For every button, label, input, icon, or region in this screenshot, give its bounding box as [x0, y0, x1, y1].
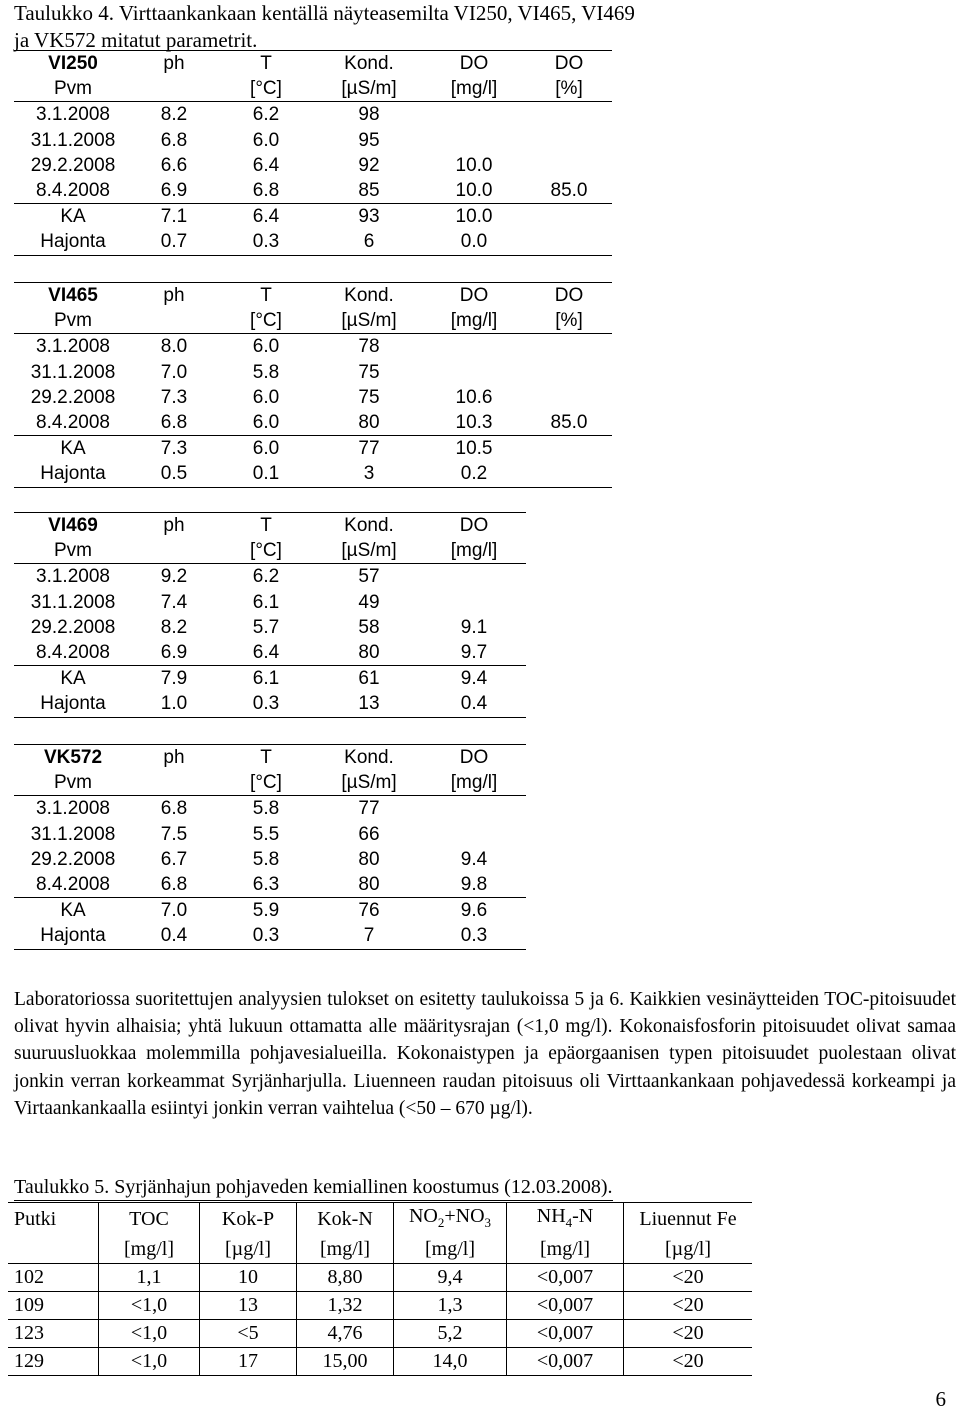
table5-unit: [mg/l] — [394, 1236, 507, 1264]
column-unit: [°C] — [216, 308, 316, 334]
ka-value: 9.6 — [422, 898, 526, 924]
hajonta-value: 0.2 — [422, 461, 526, 487]
column-header: ph — [132, 745, 216, 771]
hajonta-value: 3 — [316, 461, 422, 487]
site-name: VK572 — [14, 745, 132, 771]
table5-cell: 129 — [8, 1348, 99, 1376]
date-cell: 31.1.2008 — [30, 823, 116, 845]
table5-header-no2-no3: $NO_2+NO_3$ — [394, 1203, 507, 1237]
column-header: ph — [132, 513, 216, 539]
value-cell: 8.2 — [160, 104, 188, 126]
value-cell — [422, 590, 526, 615]
column-header: Kond. — [316, 513, 422, 539]
value-cell: 95 — [358, 129, 380, 151]
value-cell: 5.8 — [252, 848, 280, 870]
ka-value: 7.3 — [132, 436, 216, 462]
value-cell: 6.4 — [252, 642, 280, 664]
hajonta-value: 0.3 — [422, 923, 526, 949]
column-unit: [µS/m] — [316, 76, 422, 102]
date-cell: 3.1.2008 — [36, 336, 110, 358]
table5-cell: <20 — [624, 1348, 753, 1376]
table5-cell: <20 — [624, 1320, 753, 1348]
table5-cell: <0,007 — [507, 1292, 624, 1320]
value-cell: 85.0 — [550, 412, 588, 434]
date-header: Pvm — [14, 308, 132, 334]
table5-header: Liuennut Fe — [624, 1203, 753, 1237]
ka-value: 10.5 — [422, 436, 526, 462]
hajonta-value: 0.5 — [132, 461, 216, 487]
table5-cell: 1,3 — [394, 1292, 507, 1320]
value-cell: 6.8 — [160, 798, 188, 820]
table5-cell: 10 — [200, 1264, 297, 1292]
value-cell: 6.0 — [252, 412, 280, 434]
value-cell — [526, 153, 612, 178]
hajonta-value: 0.4 — [422, 691, 526, 717]
date-cell: 8.4.2008 — [36, 874, 110, 896]
table5-header-row — [8, 1203, 752, 1237]
table-row — [14, 102, 612, 128]
value-cell: 6.0 — [252, 336, 280, 358]
column-header: DO — [526, 51, 612, 77]
date-cell: 29.2.2008 — [30, 616, 116, 638]
table-row — [14, 666, 526, 692]
table5-unit: [mg/l] — [507, 1236, 624, 1264]
column-header: Kond. — [316, 745, 422, 771]
table-row — [8, 1292, 752, 1320]
value-cell: 10.6 — [455, 386, 493, 408]
value-cell: 7.4 — [160, 591, 188, 613]
column-unit: [mg/l] — [422, 308, 526, 334]
value-cell: 6.0 — [252, 129, 280, 151]
value-cell: 6.7 — [160, 848, 188, 870]
column-unit — [132, 538, 216, 564]
table-row — [8, 1264, 752, 1292]
table5-cell: 15,00 — [297, 1348, 394, 1376]
table5 — [8, 1202, 752, 1376]
table-row — [14, 153, 612, 178]
date-cell: 29.2.2008 — [30, 154, 116, 176]
table5-cell: 14,0 — [394, 1348, 507, 1376]
date-header: Pvm — [14, 76, 132, 102]
date-cell: 8.4.2008 — [36, 180, 110, 202]
value-cell — [422, 822, 526, 847]
table5-unit: [mg/l] — [297, 1236, 394, 1264]
table-row — [14, 640, 526, 666]
value-cell — [422, 360, 526, 385]
hajonta-value: 0.3 — [216, 691, 316, 717]
value-cell: 6.6 — [160, 154, 188, 176]
table5-cell: 9,4 — [394, 1264, 507, 1292]
table-row — [14, 564, 526, 590]
ka-value: 7.0 — [132, 898, 216, 924]
table-row — [14, 128, 612, 153]
date-cell: 31.1.2008 — [30, 361, 116, 383]
date-cell: 8.4.2008 — [36, 412, 110, 434]
table5-unit: [µg/l] — [200, 1236, 297, 1264]
value-cell — [422, 128, 526, 153]
date-cell: 3.1.2008 — [36, 104, 110, 126]
table5-cell: 1,1 — [99, 1264, 200, 1292]
table-row — [8, 1348, 752, 1376]
ka-value: 6.1 — [216, 666, 316, 692]
value-cell: 7.5 — [160, 823, 188, 845]
hajonta-value: 13 — [316, 691, 422, 717]
column-header: T — [216, 283, 316, 309]
hajonta-label: Hajonta — [14, 461, 132, 487]
site-name: VI250 — [14, 51, 132, 77]
ka-value: 6.0 — [216, 436, 316, 462]
hajonta-value: 0.1 — [216, 461, 316, 487]
value-cell: 80 — [358, 874, 380, 896]
value-cell: 6.2 — [252, 104, 280, 126]
column-header: DO — [422, 745, 526, 771]
value-cell: 9.2 — [160, 566, 188, 588]
column-unit: [°C] — [216, 76, 316, 102]
table-row — [14, 898, 526, 924]
ka-label: KA — [14, 666, 132, 692]
value-cell: 80 — [358, 642, 380, 664]
table-row — [14, 308, 612, 334]
value-cell: 5.7 — [252, 616, 280, 638]
table5-cell: 4,76 — [297, 1320, 394, 1348]
table5-cell: <0,007 — [507, 1264, 624, 1292]
value-cell — [526, 385, 612, 410]
value-cell: 6.9 — [160, 180, 188, 202]
value-cell: 78 — [358, 336, 380, 358]
date-cell: 8.4.2008 — [36, 642, 110, 664]
table-row — [14, 822, 526, 847]
table5-cell: <1,0 — [99, 1348, 200, 1376]
ka-value: 77 — [316, 436, 422, 462]
date-cell: 31.1.2008 — [30, 591, 116, 613]
table-row — [14, 334, 612, 360]
table5-unit-row — [8, 1236, 752, 1264]
table-row — [14, 461, 612, 487]
hajonta-value: 0.3 — [216, 229, 316, 255]
column-header: T — [216, 745, 316, 771]
value-cell: 9.4 — [460, 848, 488, 870]
value-cell: 85 — [358, 180, 380, 202]
value-cell: 80 — [358, 848, 380, 870]
table4-caption: Taulukko 4. Virttaankankaan kentällä näyteasemilta VI250, VI465, VI469 ja VK572 mitatut parametrit. — [14, 1, 635, 52]
value-cell: 9.8 — [460, 874, 488, 896]
value-cell: 8.2 — [160, 616, 188, 638]
table5-caption: Taulukko 5. Syrjänhajun pohjaveden kemiallinen koostumus (12.03.2008). — [14, 1174, 613, 1201]
value-cell — [422, 796, 526, 822]
ka-value: 61 — [316, 666, 422, 692]
column-header: Kond. — [316, 51, 422, 77]
value-cell: 6.1 — [252, 591, 280, 613]
ka-label: KA — [14, 436, 132, 462]
column-header: Kond. — [316, 283, 422, 309]
column-unit: [µS/m] — [316, 538, 422, 564]
date-cell: 3.1.2008 — [36, 798, 110, 820]
table5-header: Kok-P — [200, 1203, 297, 1237]
ka-value: 5.9 — [216, 898, 316, 924]
value-cell: 77 — [358, 798, 380, 820]
value-cell: 10.0 — [455, 154, 493, 176]
value-cell: 6.8 — [160, 874, 188, 896]
ka-value: 7.9 — [132, 666, 216, 692]
site-name: VI465 — [14, 283, 132, 309]
table5-cell: <20 — [624, 1264, 753, 1292]
table5-cell: 1,32 — [297, 1292, 394, 1320]
column-unit: [mg/l] — [422, 770, 526, 796]
column-unit — [132, 308, 216, 334]
page-number: 6 — [935, 1387, 946, 1411]
hajonta-value: 1.0 — [132, 691, 216, 717]
ka-value: 7.1 — [132, 204, 216, 230]
column-unit — [132, 770, 216, 796]
value-cell: 5.5 — [252, 823, 280, 845]
table5-cell: <0,007 — [507, 1348, 624, 1376]
table-row — [14, 410, 612, 436]
table5-cell: 102 — [8, 1264, 99, 1292]
column-unit: [%] — [526, 76, 612, 102]
table-row — [14, 283, 612, 309]
value-cell — [526, 360, 612, 385]
ka-value: 93 — [316, 204, 422, 230]
hajonta-value: 7 — [316, 923, 422, 949]
column-header: T — [216, 51, 316, 77]
table5-unit: [mg/l] — [99, 1236, 200, 1264]
ka-label: KA — [14, 898, 132, 924]
table5-cell: 13 — [200, 1292, 297, 1320]
ka-value — [526, 436, 612, 462]
table5-header: Putki — [8, 1203, 99, 1237]
hajonta-label: Hajonta — [14, 229, 132, 255]
date-header: Pvm — [14, 770, 132, 796]
site-table-vk572 — [14, 744, 526, 950]
table-row — [14, 872, 526, 898]
ka-value: 76 — [316, 898, 422, 924]
table5-cell: <1,0 — [99, 1320, 200, 1348]
table5-unit: [µg/l] — [624, 1236, 753, 1264]
site-table-vi250 — [14, 50, 612, 256]
table5-cell: <1,0 — [99, 1292, 200, 1320]
value-cell: 6.3 — [252, 874, 280, 896]
value-cell — [422, 102, 526, 128]
table-row — [8, 1320, 752, 1348]
table5-cell: 8,80 — [297, 1264, 394, 1292]
value-cell: 6.8 — [252, 180, 280, 202]
column-header: ph — [132, 283, 216, 309]
column-unit: [°C] — [216, 538, 316, 564]
table-row — [14, 590, 526, 615]
value-cell — [422, 334, 526, 360]
table-row — [14, 385, 612, 410]
date-header: Pvm — [14, 538, 132, 564]
value-cell: 75 — [358, 361, 380, 383]
value-cell: 49 — [358, 591, 380, 613]
value-cell: 6.8 — [160, 129, 188, 151]
value-cell: 5.8 — [252, 361, 280, 383]
table5-header-nh4-n: $NH_4-N$ — [507, 1203, 624, 1237]
table-row — [14, 691, 526, 717]
hajonta-value: 0.0 — [422, 229, 526, 255]
ka-value: 10.0 — [422, 204, 526, 230]
value-cell: 85.0 — [550, 180, 588, 202]
date-cell: 29.2.2008 — [30, 386, 116, 408]
column-unit: [mg/l] — [422, 538, 526, 564]
table-row — [14, 76, 612, 102]
table5-cell: 17 — [200, 1348, 297, 1376]
column-header: DO — [422, 513, 526, 539]
table-row — [14, 923, 526, 949]
value-cell: 9.7 — [460, 642, 488, 664]
value-cell: 6.2 — [252, 566, 280, 588]
hajonta-label: Hajonta — [14, 923, 132, 949]
value-cell: 98 — [358, 104, 380, 126]
value-cell: 57 — [358, 566, 380, 588]
table5-unit — [8, 1236, 99, 1264]
hajonta-label: Hajonta — [14, 691, 132, 717]
column-header: DO — [526, 283, 612, 309]
table5-cell: 109 — [8, 1292, 99, 1320]
table5-cell: 5,2 — [394, 1320, 507, 1348]
value-cell: 10.3 — [455, 412, 493, 434]
column-unit: [mg/l] — [422, 76, 526, 102]
table-row — [14, 204, 612, 230]
column-unit — [132, 76, 216, 102]
table-row — [14, 745, 526, 771]
value-cell — [526, 334, 612, 360]
value-cell: 58 — [358, 616, 380, 638]
column-header: DO — [422, 51, 526, 77]
hajonta-value: 0.7 — [132, 229, 216, 255]
table5-cell: <0,007 — [507, 1320, 624, 1348]
site-table-vi469 — [14, 512, 526, 718]
value-cell — [422, 564, 526, 590]
value-cell: 6.9 — [160, 642, 188, 664]
value-cell: 10.0 — [455, 180, 493, 202]
value-cell: 6.4 — [252, 154, 280, 176]
value-cell: 7.0 — [160, 361, 188, 383]
value-cell: 7.3 — [160, 386, 188, 408]
table-row — [14, 513, 526, 539]
ka-value: 9.4 — [422, 666, 526, 692]
table-row — [14, 847, 526, 872]
column-unit: [%] — [526, 308, 612, 334]
table-row — [14, 615, 526, 640]
table5-cell: 123 — [8, 1320, 99, 1348]
value-cell: 8.0 — [160, 336, 188, 358]
hajonta-value: 0.3 — [216, 923, 316, 949]
column-unit: [µS/m] — [316, 770, 422, 796]
site-name: VI469 — [14, 513, 132, 539]
hajonta-value: 0.4 — [132, 923, 216, 949]
results-paragraph: Laboratoriossa suoritettujen analyysien tulokset on esitetty taulukoissa 5 ja 6. Kaikkien vesinäytteiden TOC-pitoisuudet olivat hyvin alhaisia; yhtä lukuun ottamatta alle määritysrajan (<1,0 mg/l). Kokonaisfosforin pitoisuudet olivat samaa suuruusluokkaa molemmilla pohjavesialueilla. Kokonaistypen ja epäorgaanisen typen pitoisuudet puolestaan olivat jonkin verran korkeammat Syrjänharjulla. Liuenneen raudan pitoisuus oli Virttaankankaan pohjavedessä korkeampi ja Virtaankankaalla esiintyi jonkin verran vaihtelua (<50 – 670 µg/l). — [14, 989, 956, 1119]
column-unit: [°C] — [216, 770, 316, 796]
date-cell: 29.2.2008 — [30, 848, 116, 870]
value-cell: 9.1 — [460, 616, 488, 638]
hajonta-value — [526, 229, 612, 255]
column-unit: [µS/m] — [316, 308, 422, 334]
table5-cell: <20 — [624, 1292, 753, 1320]
table-row — [14, 538, 526, 564]
value-cell: 5.8 — [252, 798, 280, 820]
hajonta-value — [526, 461, 612, 487]
value-cell: 6.8 — [160, 412, 188, 434]
value-cell: 66 — [358, 823, 380, 845]
value-cell: 6.0 — [252, 386, 280, 408]
table-row — [14, 360, 612, 385]
value-cell: 80 — [358, 412, 380, 434]
table-row — [14, 796, 526, 822]
table5-cell: <5 — [200, 1320, 297, 1348]
table-row — [14, 51, 612, 77]
value-cell — [526, 128, 612, 153]
value-cell: 75 — [358, 386, 380, 408]
ka-value — [526, 204, 612, 230]
column-header: ph — [132, 51, 216, 77]
ka-label: KA — [14, 204, 132, 230]
table-row — [14, 436, 612, 462]
date-cell: 3.1.2008 — [36, 566, 110, 588]
hajonta-value: 6 — [316, 229, 422, 255]
ka-value: 6.4 — [216, 204, 316, 230]
value-cell: 92 — [358, 154, 380, 176]
column-header: T — [216, 513, 316, 539]
table-row — [14, 770, 526, 796]
value-cell — [526, 102, 612, 128]
table5-header: TOC — [99, 1203, 200, 1237]
column-header: DO — [422, 283, 526, 309]
table5-header: Kok-N — [297, 1203, 394, 1237]
table-row — [14, 178, 612, 204]
date-cell: 31.1.2008 — [30, 129, 116, 151]
site-table-vi465 — [14, 282, 612, 488]
table-row — [14, 229, 612, 255]
